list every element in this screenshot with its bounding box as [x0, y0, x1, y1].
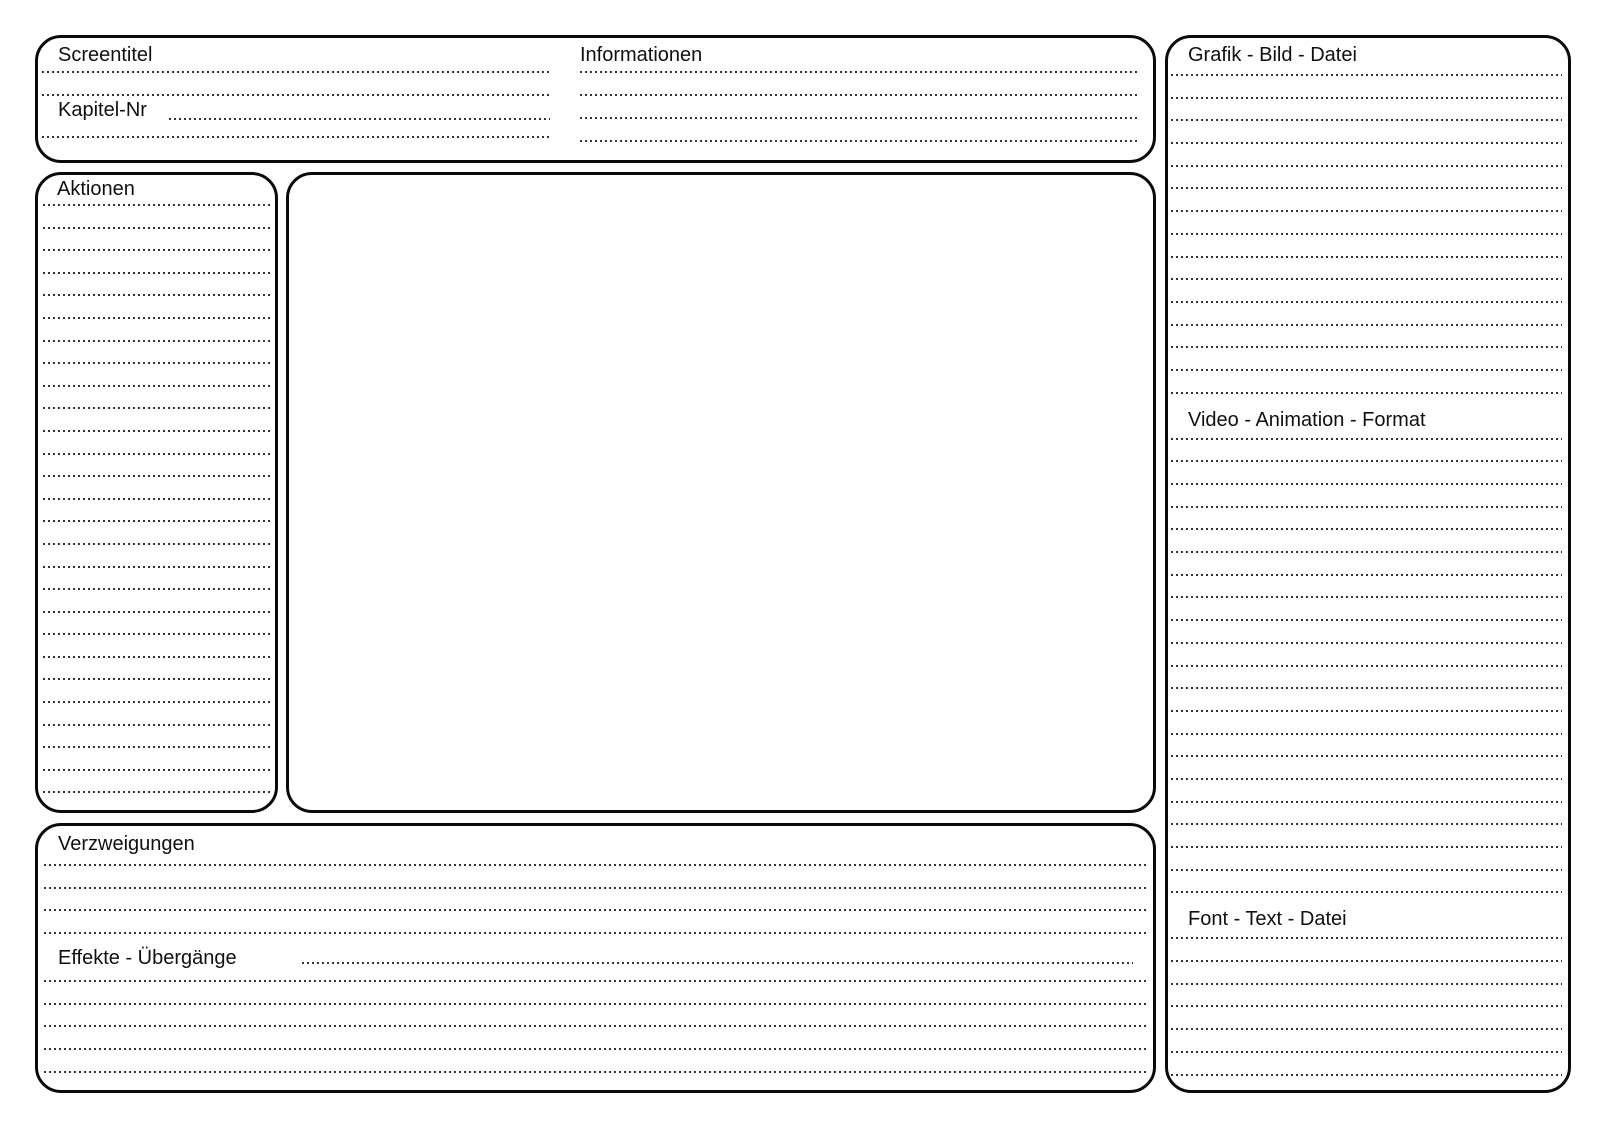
grafik-lines: [1171, 67, 1562, 394]
ruled-line: [1171, 598, 1562, 621]
informationen-lines: [580, 67, 1137, 142]
ruled-line: [1171, 848, 1562, 871]
ruled-line: [1171, 553, 1562, 576]
ruled-line: [1171, 326, 1562, 349]
ruled-line: [1171, 348, 1562, 371]
ruled-line: [43, 206, 270, 229]
ruled-line: [43, 274, 270, 297]
ruled-line: [43, 568, 270, 591]
ruled-line: [1171, 871, 1562, 894]
ruled-line: [43, 500, 270, 523]
ruled-line: [1171, 712, 1562, 735]
ruled-line: [1171, 931, 1562, 939]
screentitel-lines: [42, 67, 550, 96]
ruled-line: [1171, 144, 1562, 167]
ruled-line: [1171, 667, 1562, 690]
ruled-line: [44, 1027, 1147, 1050]
ruled-line: [1171, 99, 1562, 122]
ruled-line: [1171, 780, 1562, 803]
ruled-line: [1171, 1053, 1562, 1076]
ruled-line: [1171, 485, 1562, 508]
ruled-line: [1171, 621, 1562, 644]
ruled-line: [43, 726, 270, 749]
ruled-line: [1171, 803, 1562, 826]
ruled-line: [1171, 212, 1562, 235]
ruled-line: [1171, 371, 1562, 394]
ruled-line: [1171, 757, 1562, 780]
effekte-row: [44, 944, 1147, 970]
ruled-line: [1171, 530, 1562, 553]
ruled-line: [43, 342, 270, 365]
screen-preview-area: [286, 172, 1156, 813]
grafik-label: Grafik - Bild - Datei: [1188, 44, 1357, 66]
media-panel: [1165, 35, 1571, 1093]
ruled-line: [1171, 432, 1562, 440]
video-label: Video - Animation - Format: [1188, 408, 1426, 431]
ruled-line: [1171, 825, 1562, 848]
ruled-line: [1171, 939, 1562, 962]
ruled-line: [43, 658, 270, 681]
header-left-column: [38, 38, 550, 160]
ruled-line: [43, 296, 270, 319]
video-lines: [1171, 432, 1562, 894]
ruled-line: [1171, 1007, 1562, 1030]
ruled-line: [1171, 644, 1562, 667]
effekte-label: Effekte - Übergänge: [58, 947, 237, 970]
ruled-line: [44, 1050, 1147, 1073]
ruled-line: [1171, 440, 1562, 463]
ruled-line: [44, 856, 1147, 866]
informationen-label: Informationen: [580, 44, 703, 66]
aktionen-panel: [35, 172, 278, 813]
ruled-line: [1171, 121, 1562, 144]
ruled-line: [44, 1005, 1147, 1028]
ruled-line: [580, 96, 1137, 119]
effekte-ruled-line: [302, 952, 1133, 964]
font-lines: [1171, 931, 1562, 1075]
ruled-line: [44, 889, 1147, 912]
screentitel-label: Screentitel: [58, 44, 153, 66]
ruled-line: [580, 73, 1137, 96]
ruled-line: [43, 635, 270, 658]
bottom-panel: [35, 823, 1156, 1093]
ruled-line: [1171, 576, 1562, 599]
ruled-line: [1171, 280, 1562, 303]
ruled-line: [43, 680, 270, 703]
effekte-lines: [44, 970, 1147, 1073]
ruled-line: [43, 432, 270, 455]
ruled-line: [43, 522, 270, 545]
below-kapitel-lines: [42, 122, 550, 138]
ruled-line: [43, 409, 270, 432]
ruled-line: [1171, 985, 1562, 1008]
header-right-column: [580, 38, 1153, 160]
ruled-line: [43, 748, 270, 771]
ruled-line: [42, 73, 550, 96]
ruled-line: [43, 545, 270, 568]
ruled-line: [580, 119, 1137, 142]
ruled-line: [43, 590, 270, 613]
ruled-line: [1171, 735, 1562, 758]
ruled-line: [43, 477, 270, 500]
ruled-line: [43, 364, 270, 387]
verzweigungen-lines: [44, 856, 1147, 934]
ruled-line: [1171, 1030, 1562, 1053]
ruled-line: [43, 319, 270, 342]
kapitel-label: Kapitel-Nr: [58, 99, 147, 121]
ruled-line: [1171, 689, 1562, 712]
ruled-line: [44, 866, 1147, 889]
ruled-line: [43, 613, 270, 636]
ruled-line: [1171, 962, 1562, 985]
aktionen-label: Aktionen: [57, 178, 135, 200]
font-label: Font - Text - Datei: [1188, 908, 1347, 931]
header-panel: [35, 35, 1156, 163]
ruled-line: [44, 982, 1147, 1005]
ruled-line: [42, 122, 550, 138]
ruled-line: [43, 387, 270, 410]
ruled-line: [1171, 508, 1562, 531]
verzweigungen-label: Verzweigungen: [58, 833, 195, 855]
kapitel-ruled-line: [169, 108, 550, 120]
ruled-line: [1171, 67, 1562, 76]
kapitel-row: [42, 96, 550, 122]
ruled-line: [44, 911, 1147, 934]
aktionen-lines: [43, 201, 270, 793]
ruled-line: [43, 251, 270, 274]
ruled-line: [44, 970, 1147, 982]
ruled-line: [43, 703, 270, 726]
ruled-line: [1171, 303, 1562, 326]
ruled-line: [43, 229, 270, 252]
ruled-line: [1171, 258, 1562, 281]
ruled-line: [1171, 167, 1562, 190]
ruled-line: [43, 771, 270, 794]
ruled-line: [1171, 462, 1562, 485]
ruled-line: [43, 455, 270, 478]
ruled-line: [1171, 235, 1562, 258]
ruled-line: [1171, 76, 1562, 99]
ruled-line: [1171, 189, 1562, 212]
